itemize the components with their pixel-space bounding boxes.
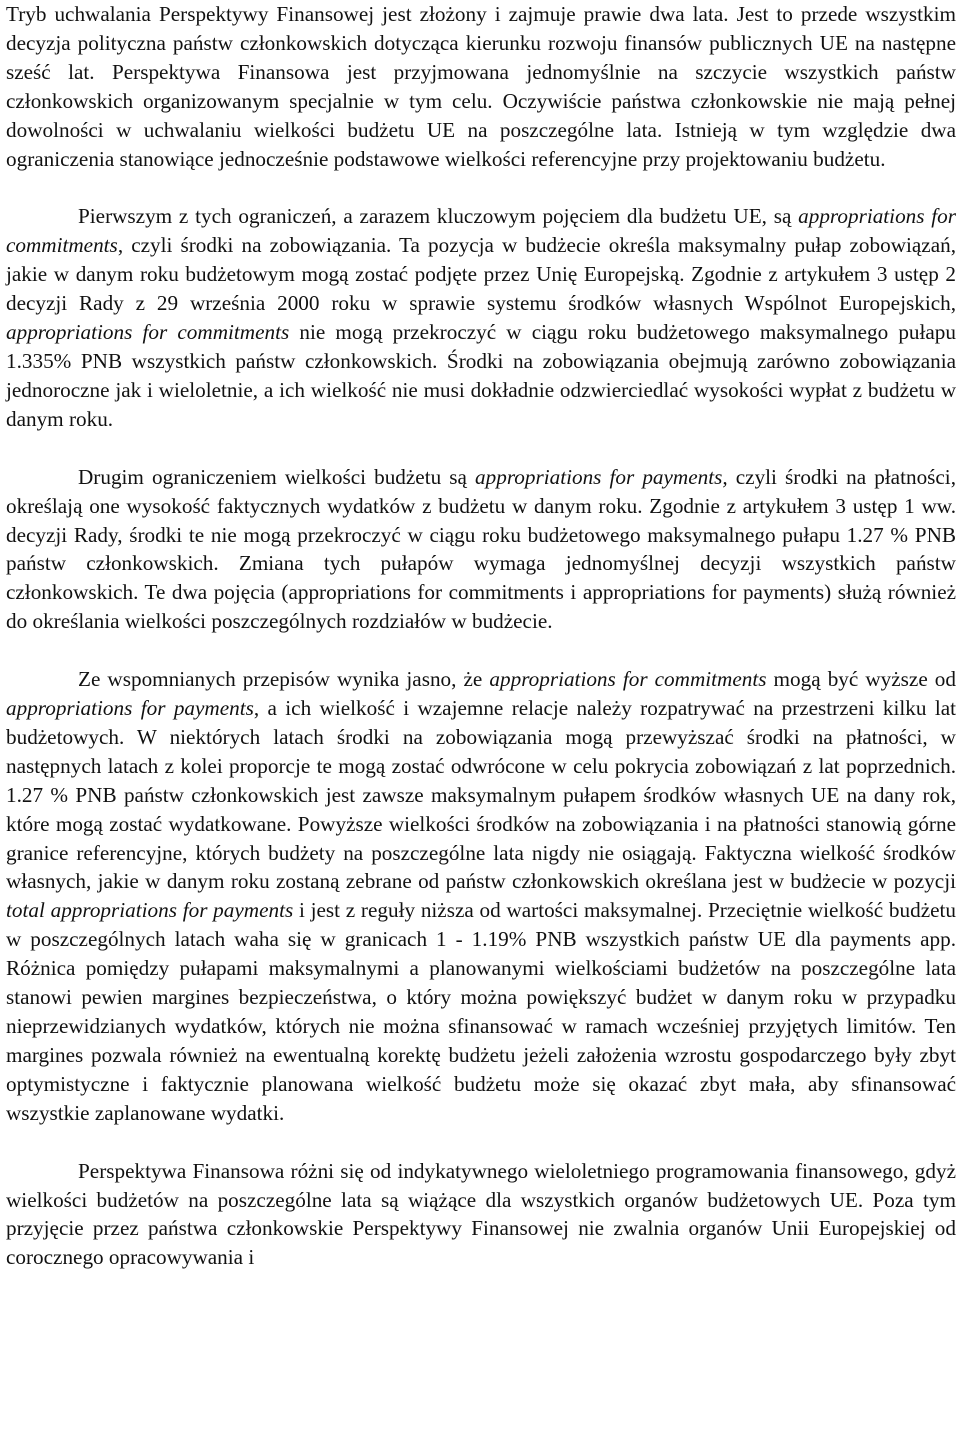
paragraph-gap xyxy=(6,173,956,202)
italic-term: appropriations for payments, xyxy=(475,464,728,489)
paragraph-text: Ze wspomnianych przepisów wynika jasno, że xyxy=(78,667,490,692)
paragraph-text: mogą być wyższe od xyxy=(766,667,956,692)
italic-term: appropriations for commitments xyxy=(489,667,767,692)
paragraph-text: Tryb uchwalania Perspektywy Finansowej jest złożony i zajmuje prawie dwa lata. Jest to przede wszystkim decyzja polityczna państw członkowskich dotycząca kierunku rozwoju finansów publicznych UE na następne sześć lat. Perspektywa Finansowa jest przyjmowana jednomyślnie na szczycie wszystkich państw członkowskich organizowanym specjalnie w tym celu. Oczywiście państwa członkowskie nie mają pełnej dowolności w uchwalaniu wielkości budżetu UE na poszczególne lata. Istnieją w tym względzie dwa ograniczenia stanowiące jednocześnie podstawowe wielkości referencyjne przy projektowaniu budżetu. xyxy=(6,2,956,171)
paragraph-payments xyxy=(6,463,956,636)
italic-term: appropriations for commitments xyxy=(6,204,956,258)
paragraph-text: , a ich wielkość i wzajemne relacje należy rozpatrywać na przestrzeni kilku lat budżetowych. W niektórych latach środki na zobowiązania mogą przewyższać środki na płatności, w następnych latach z kolei proporcje te mogą zostać odwrócone w celu pokrycia zobowiązań z lat poprzednich. 1.27 % PNB państw członkowskich jest zawsze maksymalnym pułapem środków własnych UE na dany rok, które mogą zostać wydatkowane. Powyższe wielkości środków na zobowiązania i na płatności stanowią górne granice referencyjne, których budżety na poszczególne lata nigdy nie osiągają. Faktyczna wielkość środków własnych, jakie w danym roku zostaną zebrane od państw członkowskich określana jest w budżecie w pozycji xyxy=(6,696,956,894)
paragraph-text: , czyli środki na zobowiązania. Ta pozycja w budżecie określa maksymalny pułap zobowiązań, jakie w danym roku budżetowym mogą zostać podjęte przez Unię Europejską. Zgodnie z artykułem 3 ustęp 2 decyzji Rady z 29 września 2000 roku w sprawie systemu środków własnych Wspólnot Europejskich, xyxy=(6,233,956,316)
italic-term: total appropriations for payments xyxy=(6,898,294,923)
paragraph-gap xyxy=(6,636,956,665)
paragraph-perspective-difference xyxy=(6,1157,956,1273)
paragraph-gap xyxy=(6,1128,956,1157)
paragraph-gap xyxy=(6,434,956,463)
paragraph-relations xyxy=(6,665,956,1128)
paragraph-text: nie mogą przekroczyć w ciągu roku budżetowego maksymalnego pułapu 1.335% PNB wszystkich państw członkowskich. Środki na zobowiązania obejmują zarówno zobowiązania jednoroczne jak i wieloletnie, a ich wielkość nie musi dokładnie odzwierciedlać wysokości wypłat z budżetu w danym roku. xyxy=(6,320,956,431)
italic-term: appropriations for commitments xyxy=(6,320,290,345)
italic-term: appropriations for payments xyxy=(6,696,254,721)
paragraph-commitments xyxy=(6,202,956,433)
document-page xyxy=(6,0,956,1272)
paragraph-text: i jest z reguły niższa od wartości maksymalnej. Przeciętnie wielkość budżetu w poszczególnych latach waha się w granicach 1 - 1.19% PNB wszystkich państw UE dla payments app. Różnica pomiędzy pułapami maksymalnymi a planowanymi wielkościami budżetów na poszczególne lata stanowi pewien margines bezpieczeństwa, o który można powiększyć budżet w danym roku w przypadku nieprzewidzianych wydatków, których nie można sfinansować w ramach wcześniej przyjętych limitów. Ten margines pozwala również na ewentualną korektę budżetu jeżeli założenia wzrostu gospodarczego były zbyt optymistyczne i faktycznie planowana wielkość budżetu może się okazać zbyt mała, aby sfinansować wszystkie zaplanowane wydatki. xyxy=(6,898,956,1125)
paragraph-legislative-process xyxy=(6,0,956,173)
paragraph-text: Perspektywa Finansowa różni się od indykatywnego wieloletniego programowania finansowego, gdyż wielkości budżetów na poszczególne lata są wiążące dla wszystkich organów budżetowych UE. Poza tym przyjęcie przez państwa członkowskie Perspektywy Finansowej nie zwalnia organów Unii Europejskiej od corocznego opracowywania i xyxy=(6,1158,956,1270)
paragraph-text: Drugim ograniczeniem wielkości budżetu są xyxy=(78,464,476,489)
paragraph-text: Pierwszym z tych ograniczeń, a zarazem kluczowym pojęciem dla budżetu UE, są xyxy=(78,204,799,229)
paragraph-text: czyli środki na płatności, określają one wysokość faktycznych wydatków z budżetu w danym roku. Zgodnie z artykułem 3 ustęp 1 ww. decyzji Rady, środki te nie mogą przekroczyć w ciągu roku budżetowego maksymalnego pułapu 1.27 % PNB państw członkowskich. Zmiana tych pułapów wymaga jednomyślnej decyzji wszystkich państw członkowskich. Te dwa pojęcia (appropriations for commitments i appropriations for payments) służą również do określania wielkości poszczególnych rozdziałów w budżecie. xyxy=(6,464,956,634)
